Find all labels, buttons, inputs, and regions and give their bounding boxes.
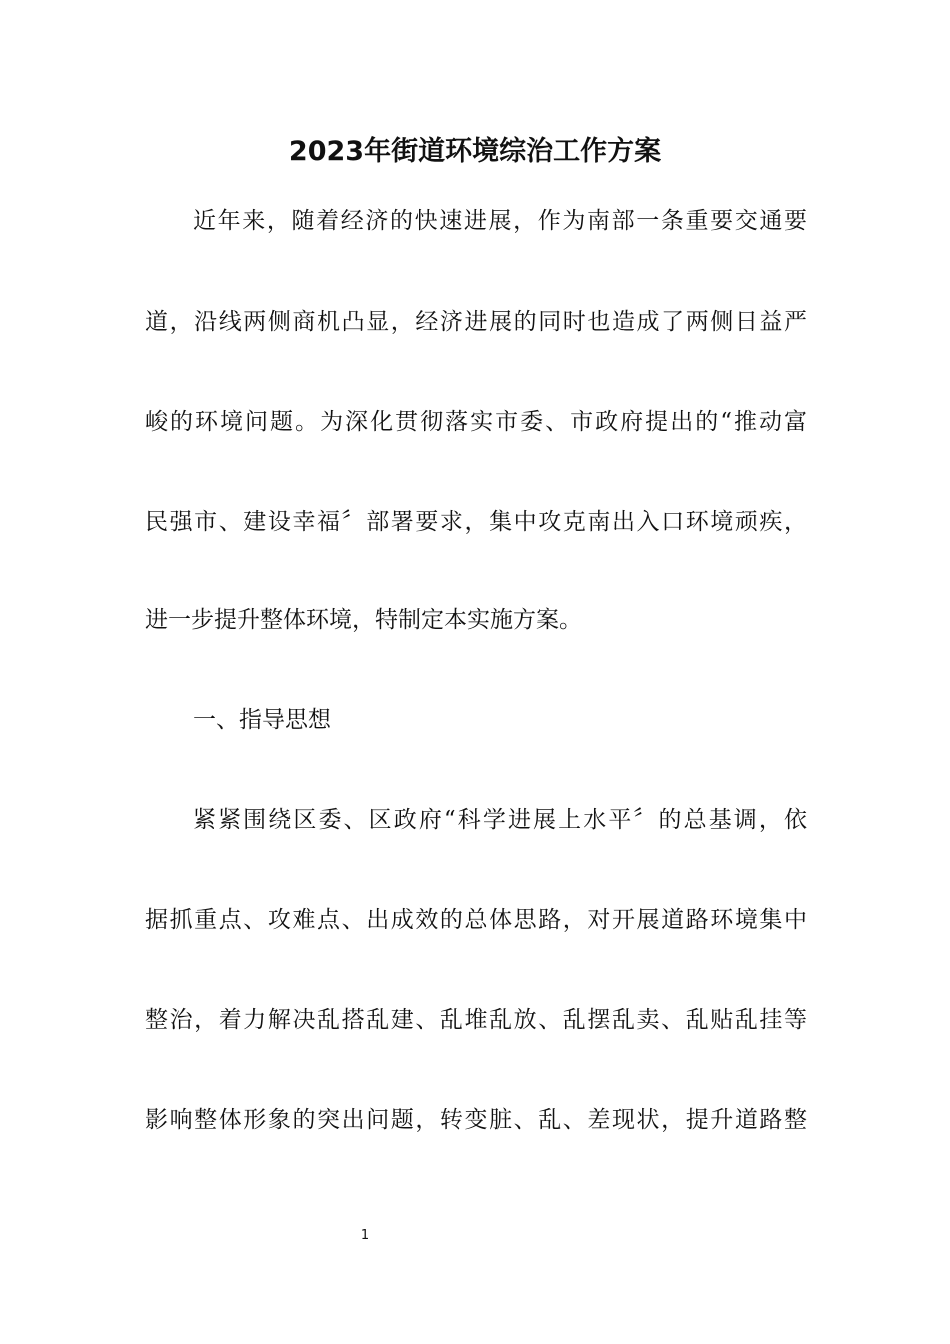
paragraph-line: 近年来，随着经济的快速进展，作为南部一条重要交通要	[193, 208, 807, 234]
paragraph-line: 道，沿线两侧商机凸显，经济进展的同时也造成了两侧日益严	[145, 309, 807, 335]
paragraph-line: 整治，着力解决乱搭乱建、乱堆乱放、乱摆乱卖、乱贴乱挂等	[145, 1007, 807, 1033]
section-heading: 一、指导思想	[193, 707, 331, 733]
page-number: 1	[360, 1228, 370, 1243]
paragraph-line: 民强市、建设幸福〞部署要求，集中攻克南出入口环境顽疾，	[145, 509, 807, 535]
paragraph-line: 紧紧围绕区委、区政府“科学进展上水平〞的总基调，依	[193, 807, 807, 833]
paragraph-line: 进一步提升整体环境，特制定本实施方案。	[145, 607, 582, 633]
document-title: 2023年街道环境综治工作方案	[288, 136, 662, 167]
paragraph-line: 据抓重点、攻难点、出成效的总体思路，对开展道路环境集中	[145, 907, 807, 933]
paragraph-line: 峻的环境问题。为深化贯彻落实市委、市政府提出的“推动富	[145, 409, 807, 435]
paragraph-line: 影响整体形象的突出问题，转变脏、乱、差现状，提升道路整	[145, 1107, 807, 1133]
